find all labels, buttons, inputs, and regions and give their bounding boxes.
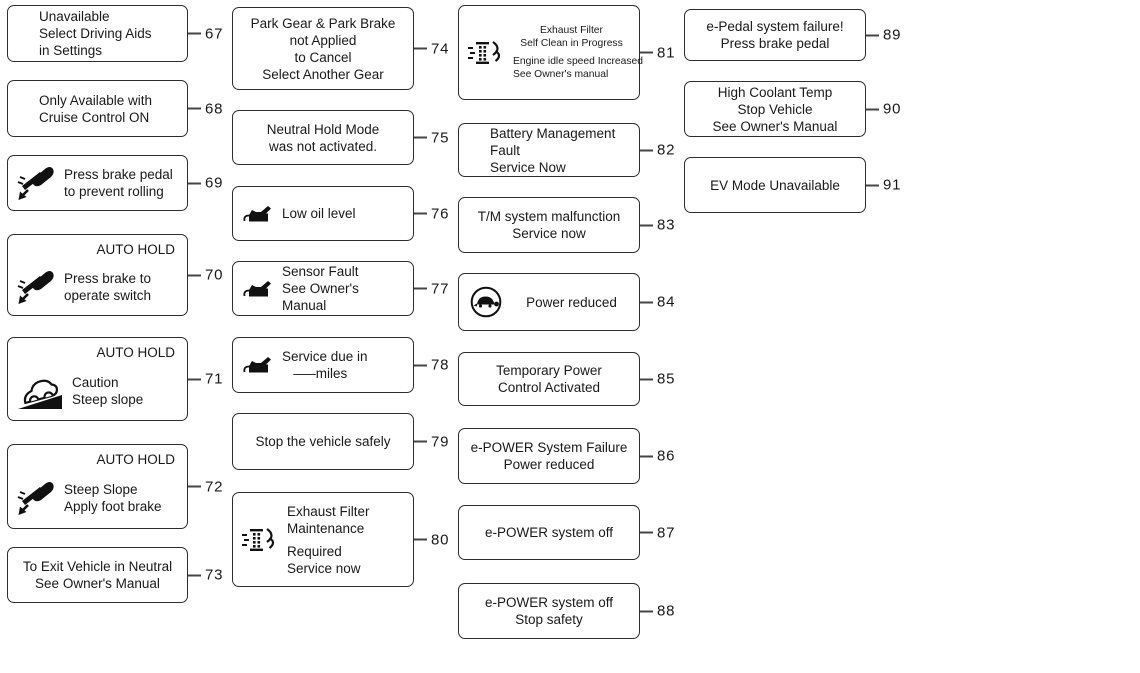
message-line: See Owner's Manual <box>712 118 838 134</box>
message-line: Required <box>287 543 342 559</box>
message-line: Select Another Gear <box>262 66 384 82</box>
ref-label-78 <box>414 357 449 374</box>
message-line: EV Mode Unavailable <box>710 177 840 193</box>
message-line: Battery Management <box>490 125 616 141</box>
message-line: Sensor Fault <box>282 264 359 279</box>
message-box-69 <box>7 155 188 211</box>
turtle-icon <box>468 284 504 320</box>
connector-line <box>414 364 427 366</box>
message-line: Power reduced <box>503 457 595 472</box>
message-box-67 <box>7 5 188 62</box>
connector-line <box>188 33 201 35</box>
message-box-70 <box>7 234 188 316</box>
ref-label-90 <box>866 101 901 118</box>
ref-number: 67 <box>205 25 224 42</box>
message-line: Power reduced <box>526 294 617 310</box>
ref-number: 84 <box>657 293 676 311</box>
ref-number: 83 <box>657 216 676 234</box>
message-line: Apply foot brake <box>64 499 162 514</box>
ref-label-87 <box>640 524 675 541</box>
ref-label-75 <box>414 129 449 146</box>
message-box-82 <box>458 123 640 177</box>
message-line: Service now <box>512 226 586 241</box>
connector-line <box>414 137 427 139</box>
message-line: Caution <box>72 374 119 390</box>
message-box-81 <box>458 5 643 100</box>
ref-number: 87 <box>657 524 676 541</box>
connector-line <box>188 274 201 276</box>
ref-label-85 <box>640 371 675 388</box>
ref-number: 69 <box>205 174 224 192</box>
connector-line <box>640 455 653 457</box>
message-line: Only Available with <box>39 92 153 108</box>
message-line: Steep Slope <box>64 482 138 497</box>
message-line: Exhaust Filter <box>287 503 370 519</box>
ref-number: 91 <box>883 176 902 194</box>
message-box-80 <box>232 492 414 587</box>
message-line: to prevent rolling <box>64 184 164 199</box>
message-box-74 <box>232 7 414 90</box>
ref-number: 89 <box>883 26 902 44</box>
ref-label-72 <box>188 478 223 495</box>
connector-line <box>414 539 427 541</box>
ref-label-89 <box>866 27 901 44</box>
connector-line <box>188 574 201 576</box>
ref-label-81 <box>640 44 675 61</box>
message-box-85 <box>458 352 640 406</box>
message-box-89 <box>684 9 866 61</box>
connector-line <box>640 610 653 612</box>
message-box-79 <box>232 413 414 470</box>
message-line: Press brake pedal <box>64 167 173 182</box>
message-line: Stop the vehicle safely <box>255 434 391 449</box>
message-box-86 <box>458 428 640 484</box>
message-box-87 <box>458 505 640 560</box>
connector-line <box>414 441 427 443</box>
message-line: to Cancel <box>294 49 352 65</box>
message-line: Press brake pedal <box>720 36 830 51</box>
exhaust-filter-icon <box>242 525 278 555</box>
connector-line <box>414 213 427 215</box>
message-line: Low oil level <box>282 206 356 221</box>
ref-number: 85 <box>657 370 676 388</box>
message-box-73 <box>7 547 188 603</box>
message-box-68 <box>7 80 188 137</box>
message-box-88 <box>458 583 640 639</box>
ref-label-77 <box>414 280 449 297</box>
brake-pedal-icon <box>17 165 55 201</box>
ref-number: 72 <box>205 478 224 495</box>
message-line: in Settings <box>39 43 103 58</box>
ref-number: 82 <box>657 141 676 159</box>
ref-number: 81 <box>657 44 676 61</box>
message-line: Engine idle speed Increased <box>513 56 643 67</box>
oil-can-icon <box>242 353 273 377</box>
ref-label-68 <box>188 100 223 117</box>
message-line: T/M system malfunction <box>477 209 621 224</box>
message-line: Maintenance <box>287 520 365 536</box>
message-line: not Applied <box>289 32 357 48</box>
ref-label-74 <box>414 40 449 57</box>
ref-number: 78 <box>431 356 450 374</box>
message-line: Press brake to <box>64 270 152 286</box>
message-line: Self Clean in Progress <box>520 38 623 49</box>
connector-line <box>640 52 653 54</box>
ref-label-86 <box>640 448 675 465</box>
ref-number: 74 <box>431 40 450 57</box>
connector-line <box>640 149 653 151</box>
ref-label-79 <box>414 433 449 450</box>
message-box-77 <box>232 261 414 316</box>
message-line: Temporary Power <box>496 363 602 378</box>
message-box-78 <box>232 337 414 393</box>
message-line: Cruise Control ON <box>39 109 150 125</box>
message-box-91 <box>684 157 866 213</box>
message-line: Steep slope <box>72 391 144 407</box>
connector-line <box>414 48 427 50</box>
ref-number: 75 <box>431 129 450 146</box>
auto-hold-label: AUTO HOLD <box>96 242 175 257</box>
brake-pedal-icon <box>17 480 55 516</box>
ref-label-91 <box>866 177 901 194</box>
oil-can-icon <box>242 277 273 301</box>
ref-label-83 <box>640 217 675 234</box>
ref-number: 88 <box>657 602 676 620</box>
ref-label-73 <box>188 567 223 584</box>
ref-label-82 <box>640 142 675 159</box>
connector-line <box>866 34 879 36</box>
connector-line <box>414 288 427 290</box>
ref-number: 76 <box>431 205 450 222</box>
message-line: Neutral Hold Mode <box>266 121 380 137</box>
connector-line <box>640 224 653 226</box>
brake-pedal-icon <box>17 269 55 305</box>
message-line: See Owner's Manual <box>35 576 160 591</box>
message-line: Exhaust Filter <box>540 25 603 36</box>
auto-hold-label: AUTO HOLD <box>96 345 175 360</box>
message-line: was not activated. <box>268 138 378 154</box>
ref-label-84 <box>640 294 675 311</box>
connector-line <box>640 378 653 380</box>
ref-label-88 <box>640 603 675 620</box>
ref-label-67 <box>188 25 223 42</box>
connector-line <box>188 378 201 380</box>
connector-line <box>640 301 653 303</box>
exhaust-filter-icon <box>468 38 504 68</box>
car-slope-icon <box>17 372 63 410</box>
message-box-71 <box>7 337 188 421</box>
message-line: Unavailable <box>39 9 110 24</box>
ref-label-71 <box>188 371 223 388</box>
ref-number: 68 <box>205 100 224 117</box>
message-box-75 <box>232 110 414 165</box>
ref-number: 70 <box>205 266 224 284</box>
message-box-90 <box>684 81 866 137</box>
ref-number: 90 <box>883 100 902 118</box>
message-line: Stop safety <box>515 612 583 627</box>
ref-number: 77 <box>431 280 450 297</box>
message-line: Service Now <box>490 159 566 175</box>
ref-label-70 <box>188 267 223 284</box>
connector-line <box>866 184 879 186</box>
connector-line <box>188 182 201 184</box>
ref-label-69 <box>188 175 223 192</box>
message-box-72 <box>7 444 188 529</box>
message-box-83 <box>458 197 640 253</box>
message-box-84 <box>458 273 640 331</box>
message-line: Select Driving Aids <box>39 26 152 41</box>
message-line: Stop Vehicle <box>737 101 813 117</box>
connector-line <box>866 108 879 110</box>
ref-number: 73 <box>205 566 224 584</box>
message-line: See Owner's Manual <box>282 281 359 313</box>
message-line: To Exit Vehicle in Neutral <box>22 559 173 574</box>
ref-number: 86 <box>657 447 676 465</box>
message-line: –––miles <box>282 366 348 381</box>
connector-line <box>640 532 653 534</box>
message-line: operate switch <box>64 287 152 303</box>
message-line: e-POWER system off <box>484 595 614 610</box>
message-line: See Owner's manual <box>513 69 609 80</box>
ref-label-80 <box>414 531 449 548</box>
message-line: Fault <box>490 142 521 158</box>
connector-line <box>188 108 201 110</box>
message-box-76 <box>232 186 414 241</box>
message-line: Service due in <box>282 349 368 364</box>
message-line: Service now <box>287 560 361 576</box>
ref-label-76 <box>414 205 449 222</box>
ref-number: 71 <box>205 370 224 388</box>
connector-line <box>188 486 201 488</box>
ref-number: 79 <box>431 433 450 450</box>
message-line: High Coolant Temp <box>717 84 833 100</box>
auto-hold-label: AUTO HOLD <box>96 452 175 467</box>
message-line: e-POWER System Failure <box>470 440 628 455</box>
oil-can-icon <box>242 202 273 226</box>
message-line: e-POWER system off <box>484 525 614 540</box>
ref-number: 80 <box>431 531 450 548</box>
message-line: Park Gear & Park Brake <box>250 15 396 31</box>
message-line: Control Activated <box>497 380 601 395</box>
message-line: e-Pedal system failure! <box>706 19 844 34</box>
